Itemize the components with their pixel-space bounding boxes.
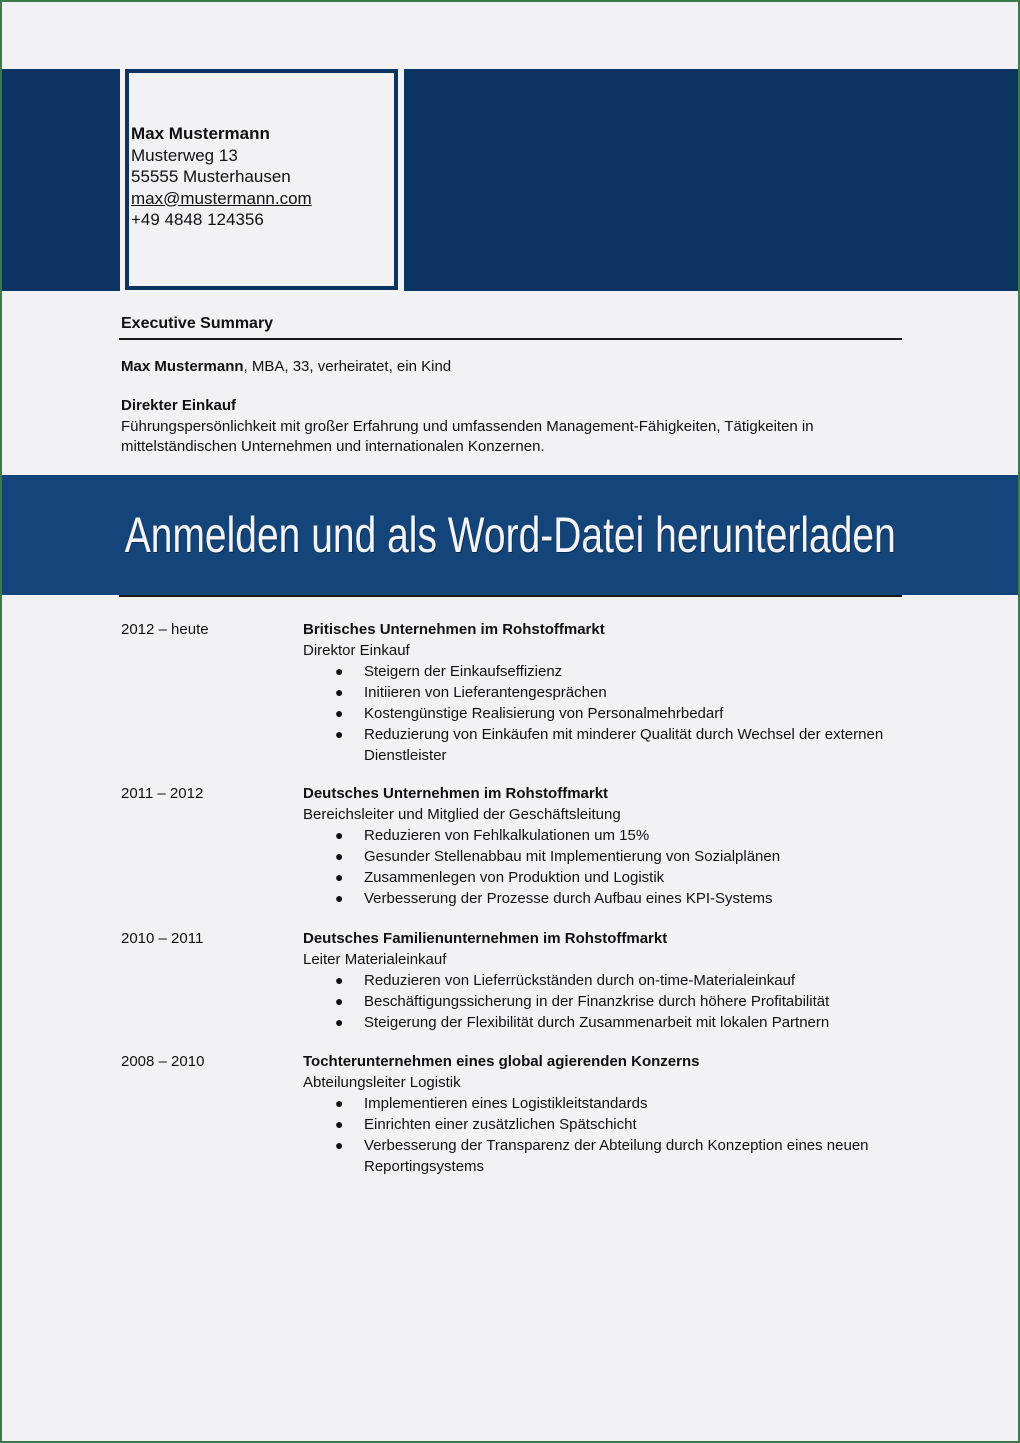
experience-bullets xyxy=(303,1093,903,1177)
section-heading-executive-summary: Executive Summary xyxy=(121,315,274,332)
bullet-icon: ● xyxy=(335,890,344,906)
list-item: ● Reduzieren von Fehlkalkulationen um 15% xyxy=(335,827,650,844)
contact-city: 55555 Musterhausen xyxy=(131,167,291,186)
experience-role: Bereichsleiter und Mitglied der Geschäftsleitung xyxy=(303,806,621,823)
list-item: ● Reduzierung von Einkäufen mit minderer Qualität durch Wechsel der externen Dienstleister xyxy=(335,726,884,764)
experience-company: Deutsches Unternehmen im Rohstoffmarkt xyxy=(303,785,609,802)
bullet-icon: ● xyxy=(335,663,344,679)
experience-role: Abteilungsleiter Logistik xyxy=(303,1074,461,1091)
summary-person-name: Max Mustermann xyxy=(121,358,244,375)
contact-phone: +49 4848 124356 xyxy=(131,210,264,229)
list-item: ● Verbesserung der Transparenz der Abteilung durch Konzeption eines neuen Reportingsystems xyxy=(335,1137,869,1175)
contact-email-link[interactable]: max@mustermann.com xyxy=(131,188,312,208)
download-banner[interactable] xyxy=(2,475,1018,595)
experience-role: Leiter Materialeinkauf xyxy=(303,951,447,968)
list-item: ● Gesunder Stellenabbau mit Implementierung von Sozialplänen xyxy=(335,848,781,865)
experience-period: 2008 – 2010 xyxy=(121,1053,205,1070)
experience-role: Direktor Einkauf xyxy=(303,642,410,659)
list-item: ● Verbesserung der Prozesse durch Aufbau eines KPI-Systems xyxy=(335,890,773,907)
bullet-icon: ● xyxy=(335,993,344,1009)
bullet-icon: ● xyxy=(335,1137,344,1153)
bullet-icon: ● xyxy=(335,1095,344,1111)
list-item: ● Initiieren von Lieferantengesprächen xyxy=(335,684,607,701)
contact-box xyxy=(125,69,398,290)
contact-name: Max Mustermann xyxy=(131,124,270,143)
experience-period: 2010 – 2011 xyxy=(121,930,204,947)
bullet-icon: ● xyxy=(335,1116,344,1132)
section-divider xyxy=(119,338,902,340)
header-band-left xyxy=(2,69,120,291)
profile-title: Direkter Einkauf xyxy=(121,397,237,414)
list-item: ● Steigerung der Flexibilität durch Zusammenarbeit mit lokalen Partnern xyxy=(335,1014,830,1031)
experience-bullets xyxy=(303,970,903,1033)
profile-text: Führungspersönlichkeit mit großer Erfahrung und umfassenden Management-Fähigkeiten, Tätigkeiten in mittelständischen Unternehmen und internationalen Konzernen. xyxy=(121,418,814,455)
bullet-icon: ● xyxy=(335,972,344,988)
experience-company: Tochterunternehmen eines global agierenden Konzerns xyxy=(303,1053,700,1070)
bullet-icon: ● xyxy=(335,1014,344,1030)
bullet-icon: ● xyxy=(335,684,344,700)
contact-street: Musterweg 13 xyxy=(131,145,238,165)
list-item: ● Beschäftigungssicherung in der Finanzkrise durch höhere Profitabilität xyxy=(335,993,830,1010)
contact-details xyxy=(131,123,312,231)
section-divider-experience xyxy=(119,595,902,597)
list-item: ● Steigern der Einkaufseffizienz xyxy=(335,663,563,680)
bullet-icon: ● xyxy=(335,869,344,885)
experience-company: Britisches Unternehmen im Rohstoffmarkt xyxy=(303,621,605,638)
list-item: ● Reduzieren von Lieferrückständen durch on-time-Materialeinkauf xyxy=(335,972,796,989)
list-item: ● Zusammenlegen von Produktion und Logistik xyxy=(335,869,665,886)
experience-period: 2012 – heute xyxy=(121,621,209,638)
experience-period: 2011 – 2012 xyxy=(121,785,204,802)
bullet-icon: ● xyxy=(335,848,344,864)
bullet-icon: ● xyxy=(335,705,344,721)
list-item: ● Implementieren eines Logistikleitstandards xyxy=(335,1095,648,1112)
download-banner-text[interactable]: Anmelden und als Word-Datei herunterladen xyxy=(124,507,896,563)
experience-company: Deutsches Familienunternehmen im Rohstoffmarkt xyxy=(303,930,668,947)
bullet-icon: ● xyxy=(335,726,344,742)
summary-person-details: , MBA, 33, verheiratet, ein Kind xyxy=(243,358,452,375)
experience-bullets xyxy=(303,825,903,909)
bullet-icon: ● xyxy=(335,827,344,843)
list-item: ● Kostengünstige Realisierung von Personalmehrbedarf xyxy=(335,705,724,722)
list-item: ● Einrichten einer zusätzlichen Spätschicht xyxy=(335,1116,637,1133)
experience-bullets xyxy=(303,661,903,766)
header-band-right xyxy=(404,69,1018,291)
summary-person-line xyxy=(121,358,451,375)
